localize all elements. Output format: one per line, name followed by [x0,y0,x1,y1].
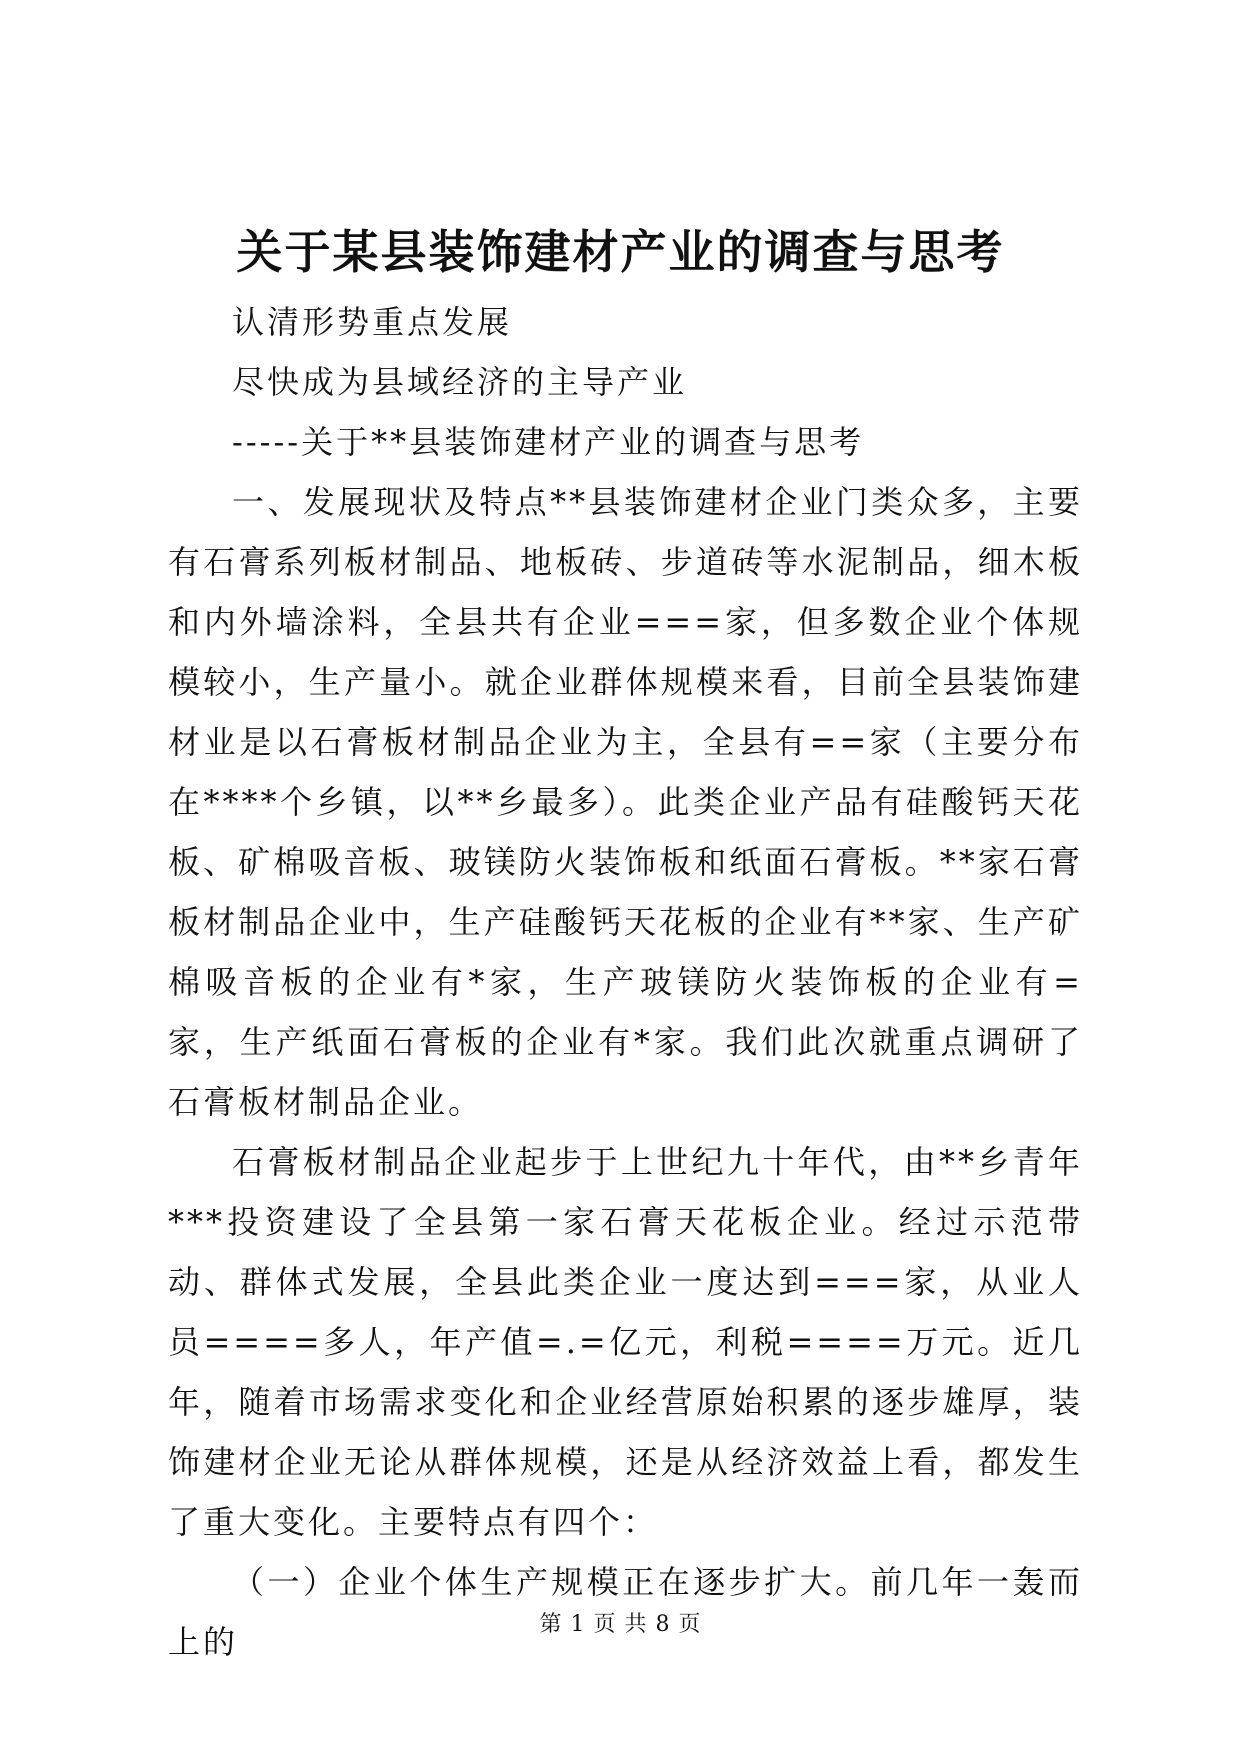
page-number-footer: 第 1 页 共 8 页 [539,1612,702,1637]
paragraph-3: （一）企业个体生产规模正在逐步扩大。前几年一轰而上的 [168,1563,1083,1661]
subtitle-line-1: 认清形势重点发展 [232,303,513,341]
paragraph-2: 石膏板材制品企业起步于上世纪九十年代，由**乡青年***投资建设了全县第一家石膏天花板企业。经过示范带动、群体式发展，全县此类企业一度达到===家，从业人员====多人，年产值=.=亿元，利税====万元。近几年，随着市场需求变化和企业经营原始积累的逐步雄厚，装饰建材企业无论从群体规模，还是从经济效益上看，都发生了重大变化。主要特点有四个： [168,1143,1083,1541]
document-body [168,292,1083,1672]
paragraph-1: 一、发展现状及特点**县装饰建材企业门类众多，主要有石膏系列板材制品、地板砖、步道砖等水泥制品，细木板和内外墙涂料，全县共有企业===家，但多数企业个体规模较小，生产量小。就企业群体规模来看，目前全县装饰建材业是以石膏板材制品企业为主，全县有==家（主要分布在****个乡镇，以**乡最多）。此类企业产品有硅酸钙天花板、矿棉吸音板、玻镁防火装饰板和纸面石膏板。**家石膏板材制品企业中，生产硅酸钙天花板的企业有**家、生产矿棉吸音板的企业有*家，生产玻镁防火装饰板的企业有=家，生产纸面石膏板的企业有*家。我们此次就重点调研了石膏板材制品企业。 [168,483,1083,1121]
document-title: 关于某县装饰建材产业的调查与思考 [236,225,1005,279]
subtitle-line-3: -----关于**县装饰建材产业的调查与思考 [232,423,865,461]
subtitle-line-2: 尽快成为县域经济的主导产业 [232,363,688,401]
